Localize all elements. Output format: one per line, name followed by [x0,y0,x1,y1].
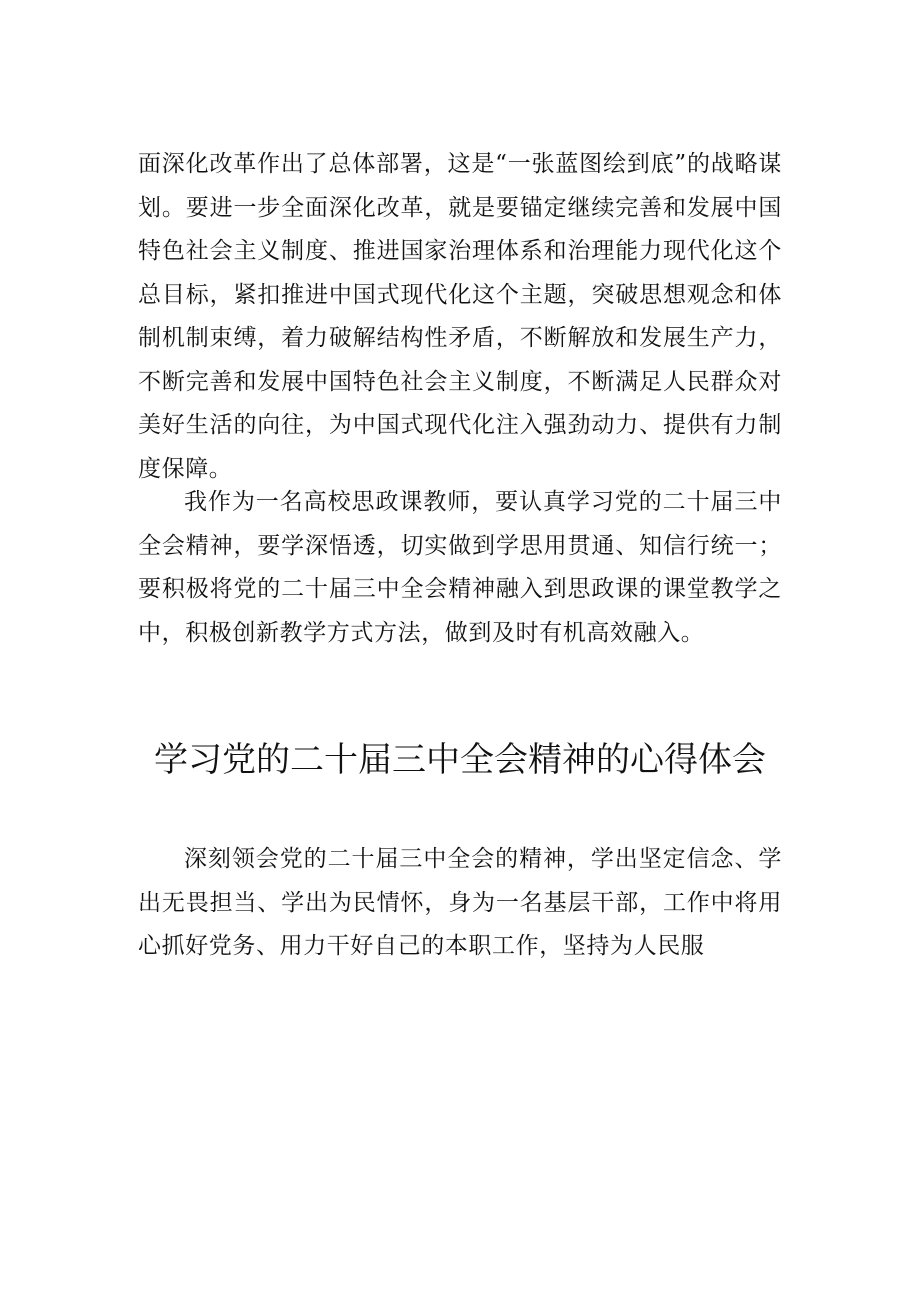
section-heading: 学习党的二十届三中全会精神的心得体会 [154,740,766,780]
body-paragraph-continued: 面深化改革作出了总体部署，这是“一张蓝图绘到底”的战略谋划。要进一步全面深化改革，就是要锚定继续完善和发展中国特色社会主义制度、推进国家治理体系和治理能力现代化这个总目标，紧扣推进中国式现代化这个主题，突破思想观念和体制机制束缚，着力破解结构性矛盾，不断解放和发展生产力，不断完善和发展中国特色社会主义制度，不断满足人民群众对美好生活的向往，为中国式现代化注入强劲动力、提供有力制度保障。 [138,151,782,482]
body-paragraph-teacher: 我作为一名高校思政课教师，要认真学习党的二十届三中全会精神，要学深悟透，切实做到学思用贯通、知信行统一；要积极将党的二十届三中全会精神融入到思政课的课堂教学之中，积极创新教学方式方法，做到及时有机高效融入。 [138,489,782,646]
body-paragraph-cadre: 深刻领会党的二十届三中全会的精神，学出坚定信念、学出无畏担当、学出为民情怀，身为一名基层干部，工作中将用心抓好党务、用力干好自己的本职工作，坚持为人民服 [138,846,782,959]
